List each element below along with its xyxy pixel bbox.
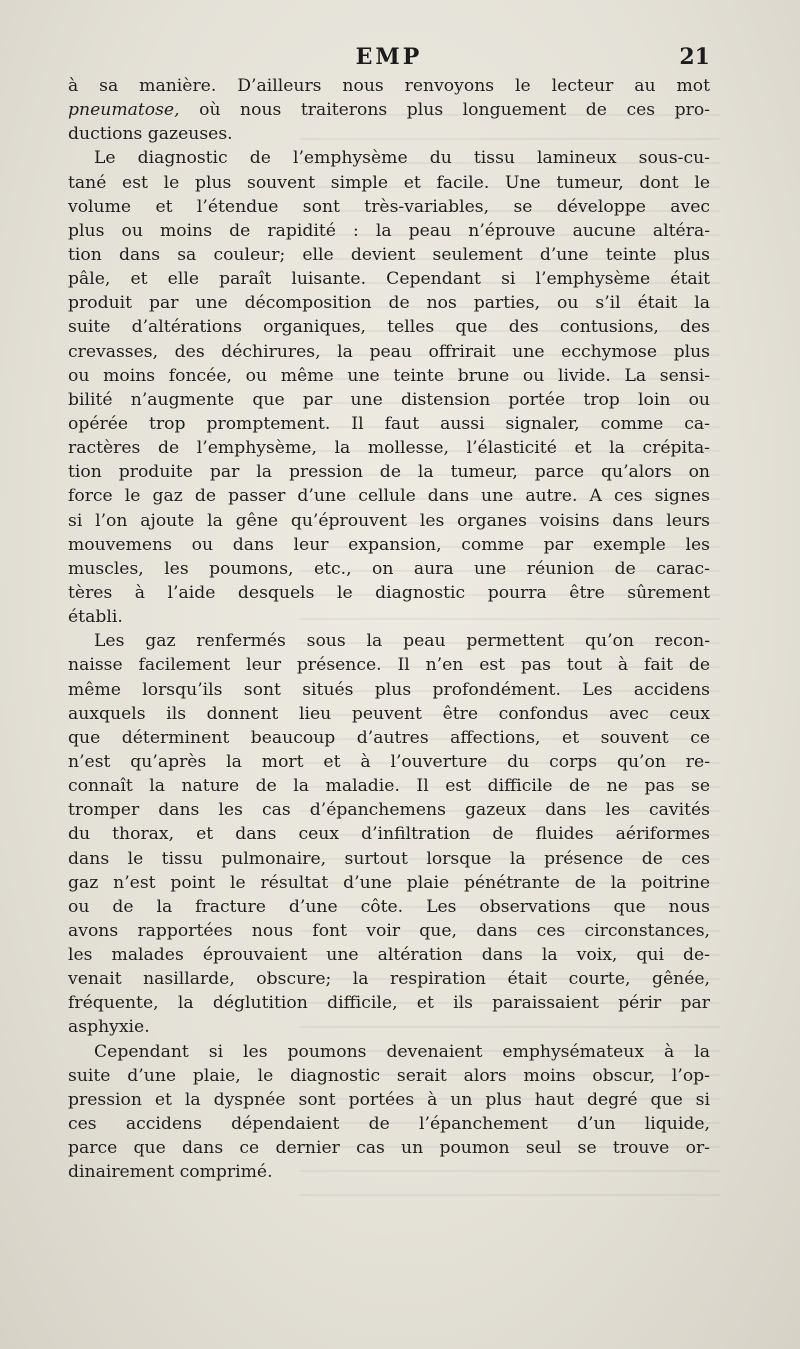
text-line: tères à l’aide desquels le diagnostic pourra être sûrement [68,582,710,603]
text-line: Cependant si les poumons devenaient emphysémateux à la [94,1041,710,1062]
text-line: dans le tissu pulmonaire, surtout lorsque la présence de ces [68,848,710,869]
text-line: suite d’altérations organiques, telles que des contusions, des [68,317,710,338]
text-line: opérée trop promptement. Il faut aussi signaler, comme ca- [68,413,710,434]
text-line: du thorax, et dans ceux d’infiltration de fluides aériformes [68,824,710,845]
paragraph-2 [68,146,710,629]
page-number: 21 [679,44,710,70]
text-line: tané est le plus souvent simple et facile. Une tumeur, dont le [68,172,710,193]
text-line-with-italic: pneumatose, où nous traiterons plus longuement de ces pro- [68,100,710,121]
italic-term: pneumatose, [68,100,180,121]
text-line: plus ou moins de rapidité : la peau n’éprouve aucune altéra- [68,220,710,241]
text-line: Le diagnostic de l’emphysème du tissu lamineux sous-cu- [94,148,710,169]
body-text [68,74,710,1184]
running-head: EMP [355,44,423,70]
text-line: à sa manière. D’ailleurs nous renvoyons le lecteur au mot [68,76,710,96]
text-line: que déterminent beaucoup d’autres affections, et souvent ce [68,727,710,748]
text-line: même lorsqu’ils sont situés plus profondément. Les accidens [68,679,710,700]
text-line: avons rapportées nous font voir que, dans ces circonstances, [68,920,710,941]
text-line: mouvemens ou dans leur expansion, comme par exemple les [68,534,710,555]
text-line: crevasses, des déchirures, la peau offrirait une ecchymose plus [68,341,710,362]
text-line: fréquente, la déglutition difficile, et ils paraissaient périr par [68,993,710,1014]
text-line: n’est qu’après la mort et à l’ouverture du corps qu’on re- [68,751,710,772]
text-line: volume et l’étendue sont très-variables, se développe avec [68,196,710,217]
text-line: établi. [68,607,123,628]
page-header [68,44,710,74]
text-line: suite d’une plaie, le diagnostic serait alors moins obscur, l’op- [68,1065,710,1086]
text-line: connaît la nature de la maladie. Il est difficile de ne pas se [68,776,710,797]
text-line: ractères de l’emphysème, la mollesse, l’élasticité et la crépita- [68,438,710,459]
text-line: pâle, et elle paraît luisante. Cependant si l’emphysème était [68,269,710,290]
text-line: asphyxie. [68,1017,150,1038]
text-line: naisse facilement leur présence. Il n’en est pas tout à fait de [68,655,710,676]
text-line: tion dans sa couleur; elle devient seulement d’une teinte plus [68,244,710,265]
text-line: muscles, les poumons, etc., on aura une réunion de carac- [68,558,710,579]
text-line: si l’on ajoute la gêne qu’éprouvent les organes voisins dans leurs [68,510,710,531]
paragraph-1 [68,74,710,146]
paragraph-4 [68,1040,710,1185]
text-line: ces accidens dépendaient de l’épanchement d’un liquide, [68,1114,710,1135]
text-line: pression et la dyspnée sont portées à un plus haut degré que si [68,1089,710,1110]
text-line: tromper dans les cas d’épanchemens gazeux dans les cavités [68,800,710,821]
text-line: ou moins foncée, ou même une teinte brune ou livide. La sensi- [68,365,710,386]
text-line: ou de la fracture d’une côte. Les observations que nous [68,896,710,917]
text-line: produit par une décomposition de nos parties, ou s’il était la [68,293,710,314]
text-line: force le gaz de passer d’une cellule dans une autre. A ces signes [68,486,710,507]
text-line: tion produite par la pression de la tumeur, parce qu’alors on [68,462,710,483]
text-line: bilité n’augmente que par une distension portée trop loin ou [68,389,710,410]
paragraph-3 [68,629,710,1039]
text-line: parce que dans ce dernier cas un poumon seul se trouve or- [68,1138,710,1159]
text-line: venait nasillarde, obscure; la respiration était courte, gênée, [68,969,710,990]
text-line: les malades éprouvaient une altération dans la voix, qui de- [68,945,710,966]
text-line: Les gaz renfermés sous la peau permettent qu’on recon- [94,631,710,652]
text-line: auxquels ils donnent lieu peuvent être confondus avec ceux [68,703,710,724]
text-line: ductions gazeuses. [68,124,233,145]
text-line: dinairement comprimé. [68,1162,273,1183]
text-line: gaz n’est point le résultat d’une plaie pénétrante de la poitrine [68,872,710,893]
